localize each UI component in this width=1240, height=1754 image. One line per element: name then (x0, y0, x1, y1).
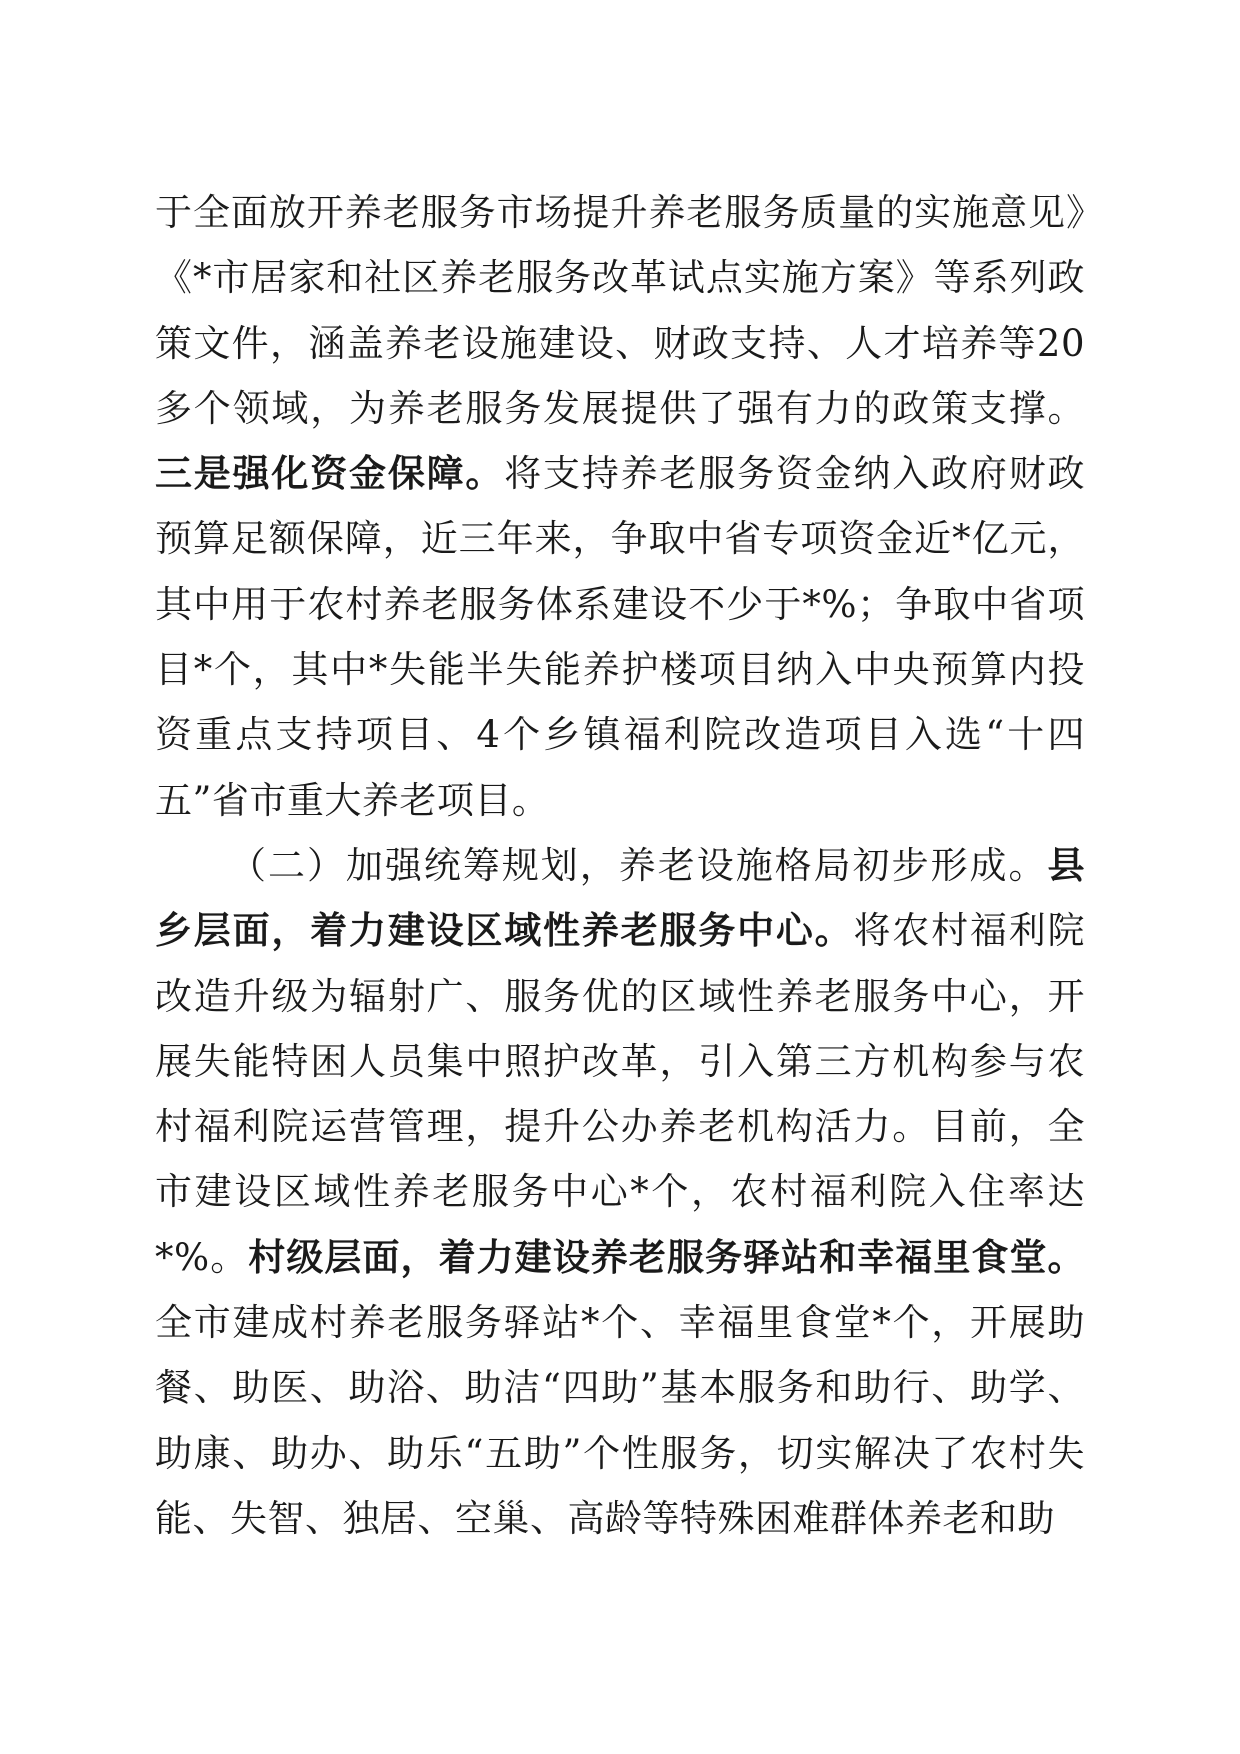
text-run: 将农村福利院改造升级为辐射广、服务优的区域性养老服务中心，开展失能特困人员集中照护改革，引入第三方机构参与农村福利院运营管理，提升公办养老机构活力。目前，全市建设区域性养老服务中心*个，农村福利院入住率达*%。 (155, 909, 1086, 1279)
text-run: 将支持养老服务资金纳入政府财政预算足额保障，近三年来，争取中省专项资金近*亿元，其中用于农村养老服务体系建设不少于*%；争取中省项目*个，其中*失能半失能养护楼项目纳入中央预算内投资重点支持项目、4个乡镇福利院改造项目入选“十四五”省市重大养老项目。 (155, 452, 1086, 822)
bold-heading-village: 村级层面，着力建设养老服务驿站和幸福里食堂。 (248, 1235, 1085, 1279)
section-heading: （二）加强统筹规划，养老设施格局初步形成。 (229, 843, 1048, 887)
paragraph-policy-funding (155, 180, 1085, 833)
bold-heading-funding: 三是强化资金保障。 (155, 452, 505, 496)
text-run: 于全面放开养老服务市场提升养老服务质量的实施意见》《*市居家和社区养老服务改革试点实施方案》等系列政策文件，涵盖养老设施建设、财政支持、人才培养等20多个领域，为养老服务发展提供了强有力的政策支撑。 (155, 191, 1085, 430)
text-run: 全市建成村养老服务驿站*个、幸福里食堂*个，开展助餐、助医、助浴、助洁“四助”基本服务和助行、助学、助康、助办、助乐“五助”个性服务，切实解决了农村失能、失智、独居、空巢、高龄等特殊困难群体养老和助 (155, 1301, 1085, 1540)
bold-heading-county-township: 县乡层面，着力建设区域性养老服务中心。 (155, 843, 1085, 953)
paragraph-planning (155, 833, 1085, 1551)
body-text (155, 180, 1085, 1551)
